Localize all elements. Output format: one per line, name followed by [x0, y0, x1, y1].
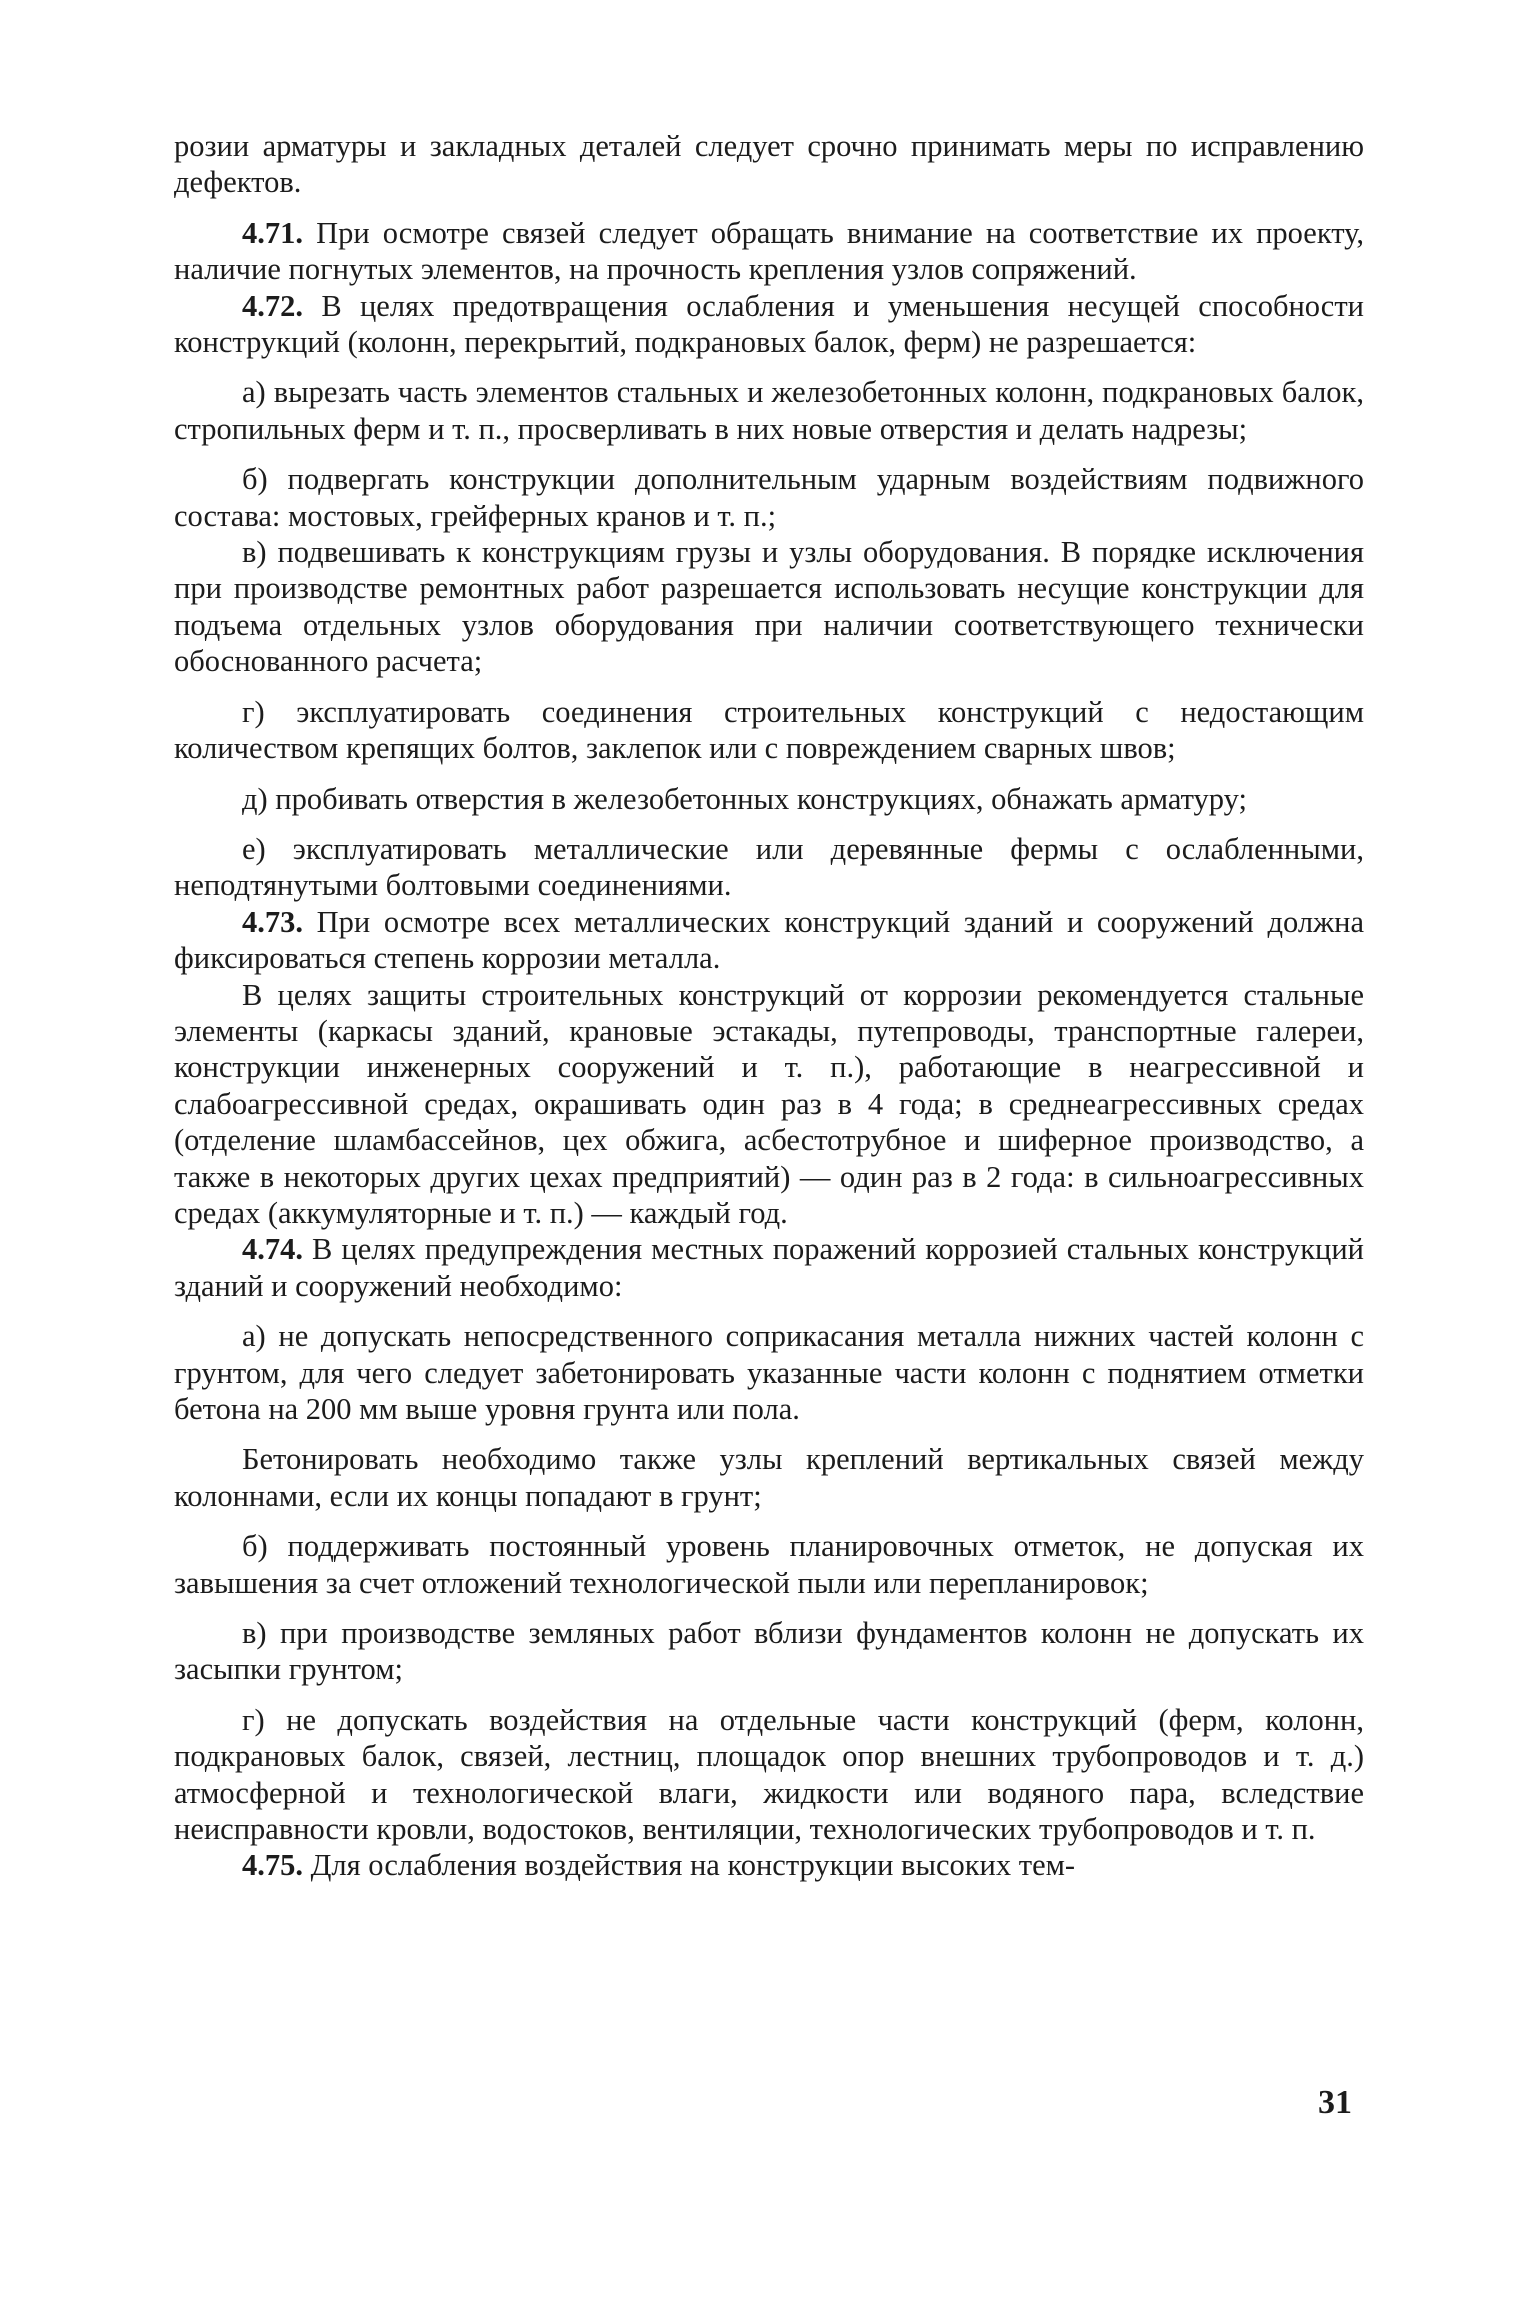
paragraph: [174, 831, 1364, 904]
section-paragraph: [174, 1847, 1364, 1883]
paragraph: [174, 1318, 1364, 1427]
section-number: 4.71.: [242, 215, 303, 250]
paragraph-text: е) эксплуатировать металлические или деревянные фермы с ослабленными, неподтянутыми болтовыми соединениями.: [174, 831, 1364, 903]
paragraph: [174, 977, 1364, 1232]
section-number: 4.74.: [242, 1232, 303, 1267]
section-paragraph: [174, 1231, 1364, 1304]
paragraph: [174, 461, 1364, 534]
paragraph-text: а) вырезать часть элементов стальных и железобетонных колонн, подкрановых балок, стропильных ферм и т. п., просверливать в них новые отверстия и делать надрезы;: [174, 375, 1364, 446]
paragraph-text: розии арматуры и закладных деталей следует срочно принимать меры по исправлению дефектов.: [174, 129, 1364, 200]
paragraph-text: б) подвергать конструкции дополнительным ударным воздействиям подвижного состава: мостовых, грейферных кранов и т. п.;: [174, 462, 1364, 533]
paragraph: [174, 781, 1364, 817]
paragraph: [174, 1702, 1364, 1848]
paragraph: [174, 694, 1364, 767]
page-number: 31: [1318, 2084, 1352, 2121]
paragraph-text: г) не допускать воздействия на отдельные части конструкций (ферм, колонн, подкрановых балок, связей, лестниц, площадок опор внешних трубопроводов и т. д.) атмосферной и технологической влаги, жидкости или водяного пара, вследствие неисправности кровли, водостоков, вентиляции, технологических трубопроводов и т. п.: [174, 1702, 1364, 1847]
paragraph-text: В целях защиты строительных конструкций от коррозии рекомендуется стальные элементы (каркасы зданий, крановые эстакады, путепроводы, транспортные галереи, конструкции инженерных сооружений и т. п.), работающие в неагрессивной и слабоагрессивной средах, окрашивать один раз в 4 года; в среднеагрессивных средах (отделение шламбассейнов, цех обжига, асбестотрубное и шиферное производство, а также в некоторых других цехах предприятий) — один раз в 2 года: в сильноагрессивных средах (аккумуляторные и т. п.) — каждый год.: [174, 977, 1364, 1230]
section-number: 4.72.: [242, 288, 303, 323]
paragraph-text: В целях предупреждения местных поражений коррозией стальных конструкций зданий и сооружений необходимо:: [174, 1232, 1364, 1303]
paragraph-text: д) пробивать отверстия в железобетонных конструкциях, обнажать арматуру;: [242, 781, 1247, 816]
section-paragraph: [174, 904, 1364, 977]
paragraph-text: б) поддерживать постоянный уровень планировочных отметок, не допуская их завышения за счет отложений технологической пыли или перепланировок;: [174, 1529, 1364, 1600]
paragraph: [174, 374, 1364, 447]
paragraph: [174, 128, 1364, 201]
paragraph: [174, 1528, 1364, 1601]
paragraph-text: Бетонировать необходимо также узлы креплений вертикальных связей между колоннами, если их концы попадают в грунт;: [174, 1442, 1364, 1513]
paragraph: [174, 1615, 1364, 1688]
paragraph: [174, 1441, 1364, 1514]
paragraph-text: в) при производстве земляных работ вблизи фундаментов колонн не допускать их засыпки грунтом;: [174, 1616, 1364, 1687]
paragraph-text: в) подвешивать к конструкциям грузы и узлы оборудования. В порядке исключения при производстве ремонтных работ разрешается использовать несущие конструкции для подъема отдельных узлов оборудования при наличии соответствующего технически обоснованного расчета;: [174, 535, 1364, 679]
paragraph-text: г) эксплуатировать соединения строительных конструкций с недостающим количеством крепящих болтов, заклепок или с повреждением сварных швов;: [174, 694, 1364, 766]
paragraph-text: При осмотре всех металлических конструкций зданий и сооружений должна фиксироваться степень коррозии металла.: [174, 904, 1364, 976]
section-paragraph: [174, 288, 1364, 361]
section-paragraph: [174, 215, 1364, 288]
paragraph: [174, 534, 1364, 680]
paragraph-text: В целях предотвращения ослабления и уменьшения несущей способности конструкций (колонн, перекрытий, подкрановых балок, ферм) не разрешается:: [174, 288, 1364, 360]
paragraph-text: а) не допускать непосредственного соприкасания металла нижних частей колонн с грунтом, для чего следует забетонировать указанные части колонн с поднятием отметки бетона на 200 мм выше уровня грунта или пола.: [174, 1319, 1364, 1426]
paragraph-text: Для ослабления воздействия на конструкции высоких тем-: [303, 1848, 1076, 1883]
paragraph-text: При осмотре связей следует обращать внимание на соответствие их проекту, наличие погнутых элементов, на прочность крепления узлов сопряжений.: [174, 215, 1364, 287]
document-body: [174, 128, 1364, 1884]
section-number: 4.75.: [242, 1848, 303, 1883]
section-number: 4.73.: [242, 904, 303, 939]
